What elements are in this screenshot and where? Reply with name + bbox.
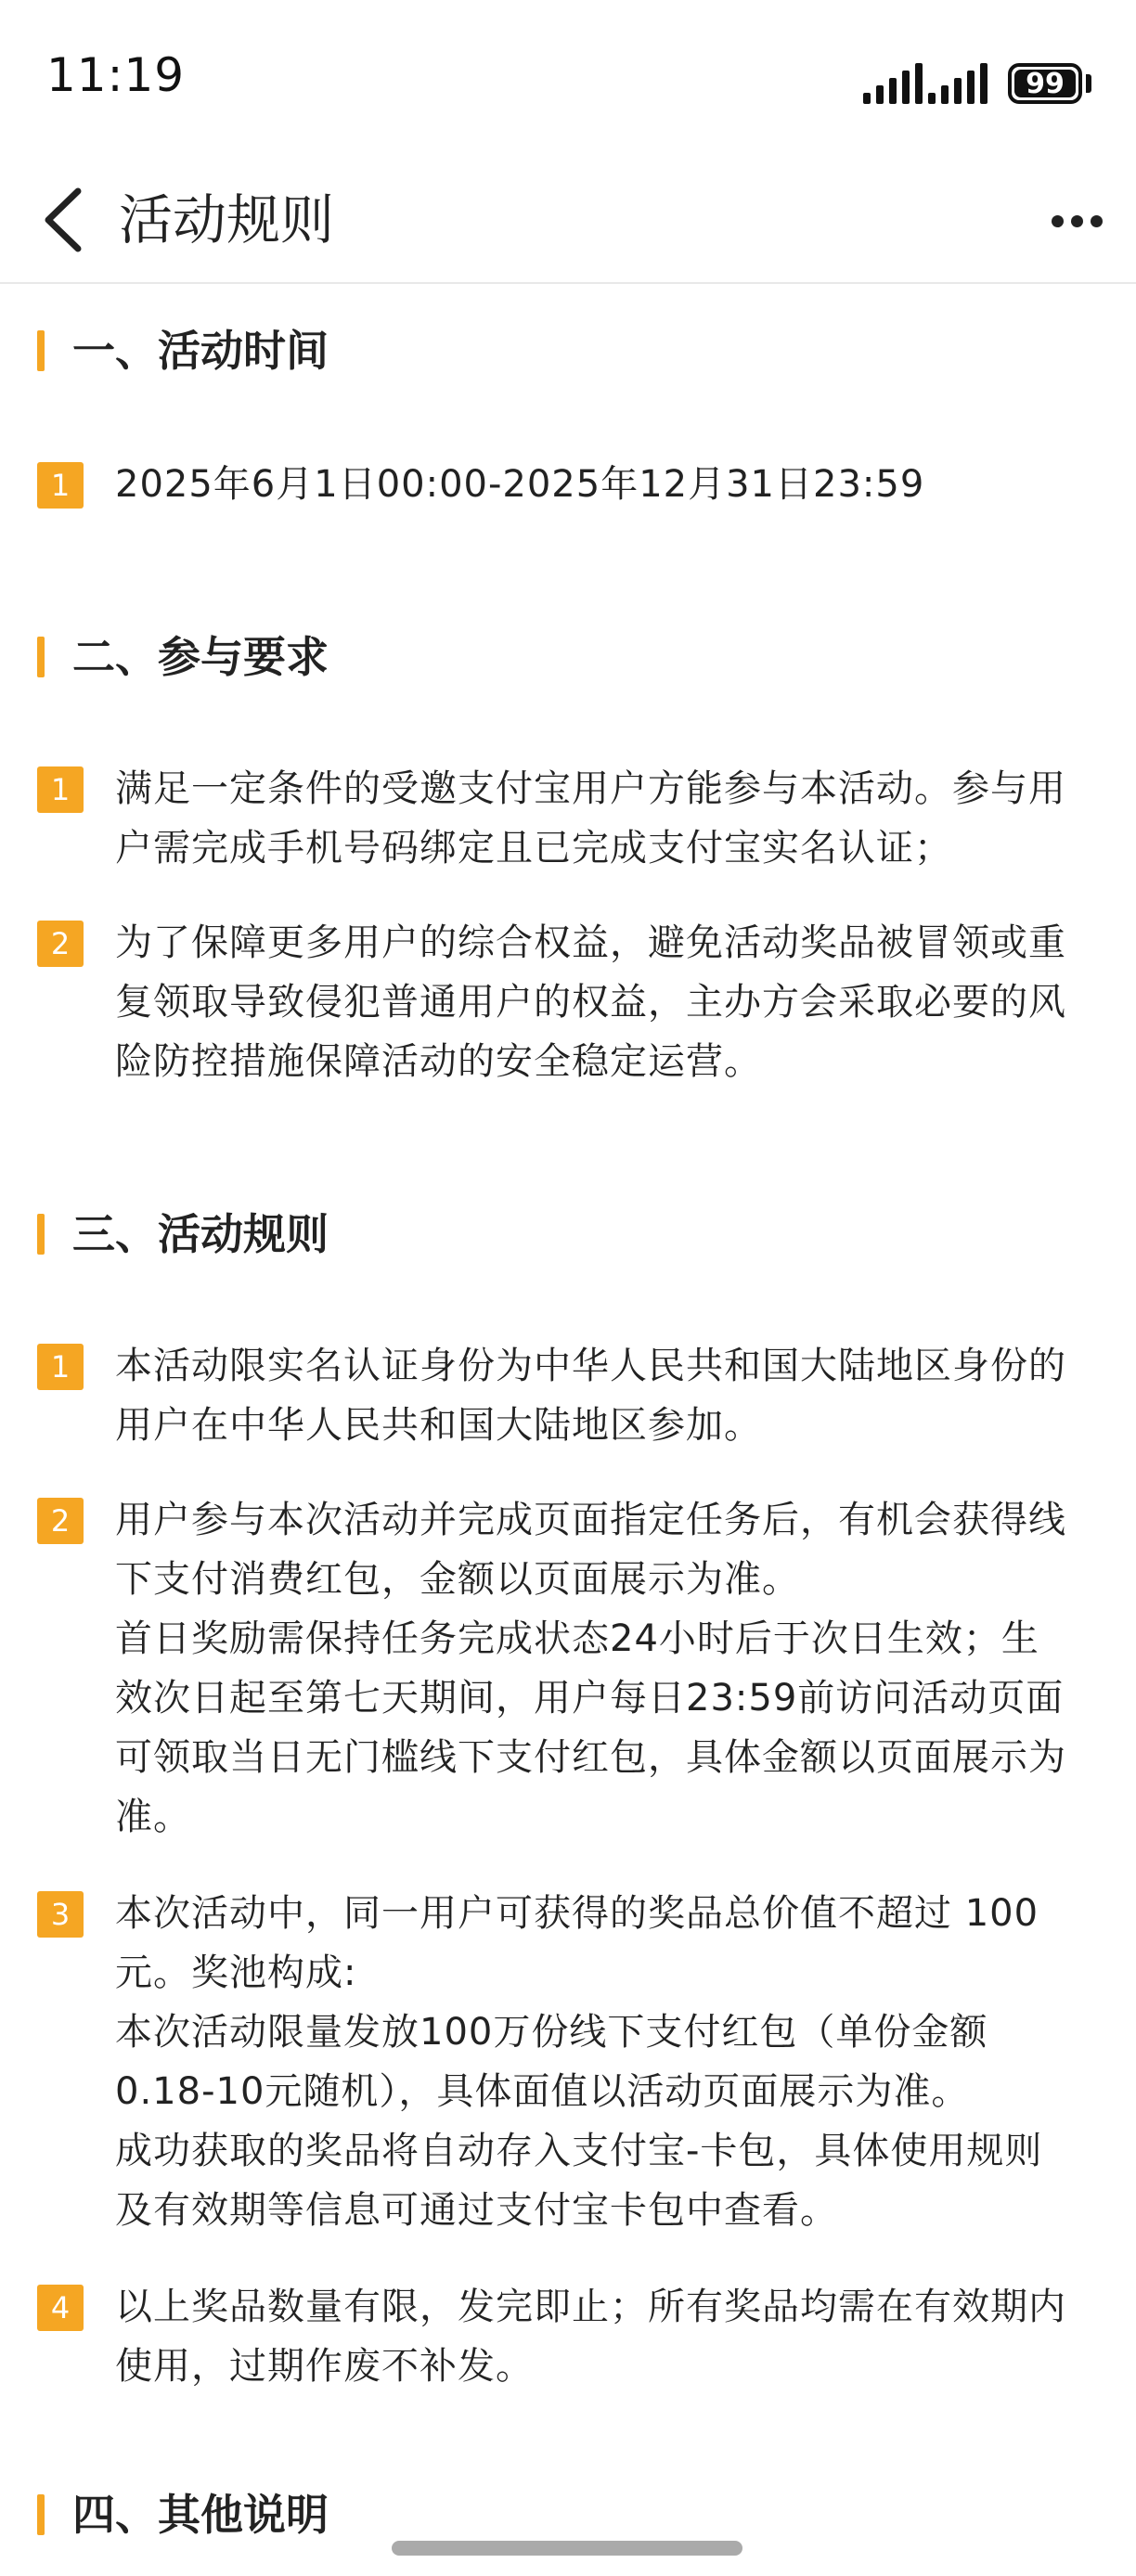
section-accent-bar — [37, 2494, 45, 2535]
section-accent-bar — [37, 330, 45, 371]
section-title-text: 三、活动规则 — [72, 1209, 329, 1259]
chevron-left-icon — [32, 178, 106, 262]
status-bar — [0, 0, 1136, 158]
item-text-line: 为了保障更多用户的综合权益，避免活动奖品被冒领或重 — [115, 921, 1066, 964]
item-text — [115, 2277, 1114, 2396]
item-text-line: 本次活动限量发放100万份线下支付红包（单份金额 — [115, 2011, 988, 2054]
page-title: 活动规则 — [119, 188, 335, 251]
item-text-line: 下支付消费红包，金额以页面展示为准。 — [115, 1558, 800, 1601]
back-button[interactable] — [32, 178, 106, 262]
section-accent-bar — [37, 637, 45, 677]
item-text-line: 用户在中华人民共和国大陆地区参加。 — [115, 1404, 762, 1447]
section-title — [37, 1206, 329, 1262]
item-text-line: 本活动限实名认证身份为中华人民共和国大陆地区身份的 — [115, 1345, 1066, 1387]
item-text-line: 使用，过期作废不补发。 — [115, 2345, 534, 2388]
item-number-badge: 1 — [37, 1344, 84, 1390]
item-text-line: 满足一定条件的受邀支付宝用户方能参与本活动。参与用 — [115, 767, 1066, 810]
item-text-line: 2025年6月1日00:00-2025年12月31日23:59 — [115, 463, 925, 506]
item-text-line: 成功获取的奖品将自动存入支付宝-卡包，具体使用规则 — [115, 2130, 1043, 2172]
cellular-signal-icon — [928, 63, 988, 104]
battery-tip — [1086, 74, 1091, 93]
item-text-line: 本次活动中，同一用户可获得的奖品总价值不超过 100 — [115, 1892, 1039, 1935]
item-text-line: 复领取导致侵犯普通用户的权益，主办方会采取必要的风 — [115, 981, 1066, 1024]
item-text-line: 元。奖池构成: — [115, 1951, 357, 1994]
item-text — [115, 455, 1114, 514]
section-title-text: 四、其他说明 — [72, 2490, 329, 2540]
section-title-text: 一、活动时间 — [72, 326, 329, 376]
item-text-line: 首日奖励需保持任务完成状态24小时后于次日生效；生 — [115, 1617, 1039, 1660]
item-text — [115, 1490, 1114, 1847]
item-text — [115, 1336, 1114, 1455]
home-indicator[interactable] — [392, 2541, 742, 2556]
nav-header — [0, 158, 1136, 284]
item-text — [115, 913, 1114, 1091]
item-number-badge: 1 — [37, 462, 84, 509]
battery-icon — [1008, 63, 1082, 104]
section-title — [37, 629, 329, 685]
section-title — [37, 2487, 329, 2543]
item-text — [115, 759, 1114, 878]
cellular-signal-icon — [863, 63, 923, 104]
item-text-line: 险防控措施保障活动的安全稳定运营。 — [115, 1040, 762, 1083]
more-dots-icon — [1052, 215, 1064, 227]
section-accent-bar — [37, 1214, 45, 1255]
battery-level: 99 — [1026, 67, 1065, 100]
item-number-badge: 2 — [37, 1498, 84, 1544]
item-text-line: 及有效期等信息可通过支付宝卡包中查看。 — [115, 2189, 838, 2232]
item-text-line: 用户参与本次活动并完成页面指定任务后，有机会获得线 — [115, 1499, 1066, 1541]
item-number-badge: 1 — [37, 766, 84, 813]
item-number-badge: 3 — [37, 1891, 84, 1938]
item-text-line: 以上奖品数量有限，发完即止；所有奖品均需在有效期内 — [115, 2286, 1066, 2328]
section-title-text: 二、参与要求 — [72, 632, 329, 682]
more-dots-icon — [1091, 215, 1103, 227]
more-options-button[interactable] — [1039, 186, 1114, 256]
item-text-line: 户需完成手机号码绑定且已完成支付宝实名认证； — [115, 827, 952, 869]
item-number-badge: 2 — [37, 921, 84, 967]
more-dots-icon — [1071, 215, 1083, 227]
item-number-badge: 4 — [37, 2285, 84, 2331]
item-text-line: 准。 — [115, 1796, 191, 1838]
item-text-line: 效次日起至第七天期间，用户每日23:59前访问活动页面 — [115, 1677, 1065, 1719]
item-text — [115, 1884, 1114, 2240]
status-time: 11:19 — [46, 48, 186, 102]
item-text-line: 0.18-10元随机），具体面值以活动页面展示为准。 — [115, 2070, 970, 2113]
item-text-line: 可领取当日无门槛线下支付红包，具体金额以页面展示为 — [115, 1736, 1066, 1779]
section-title — [37, 323, 329, 379]
